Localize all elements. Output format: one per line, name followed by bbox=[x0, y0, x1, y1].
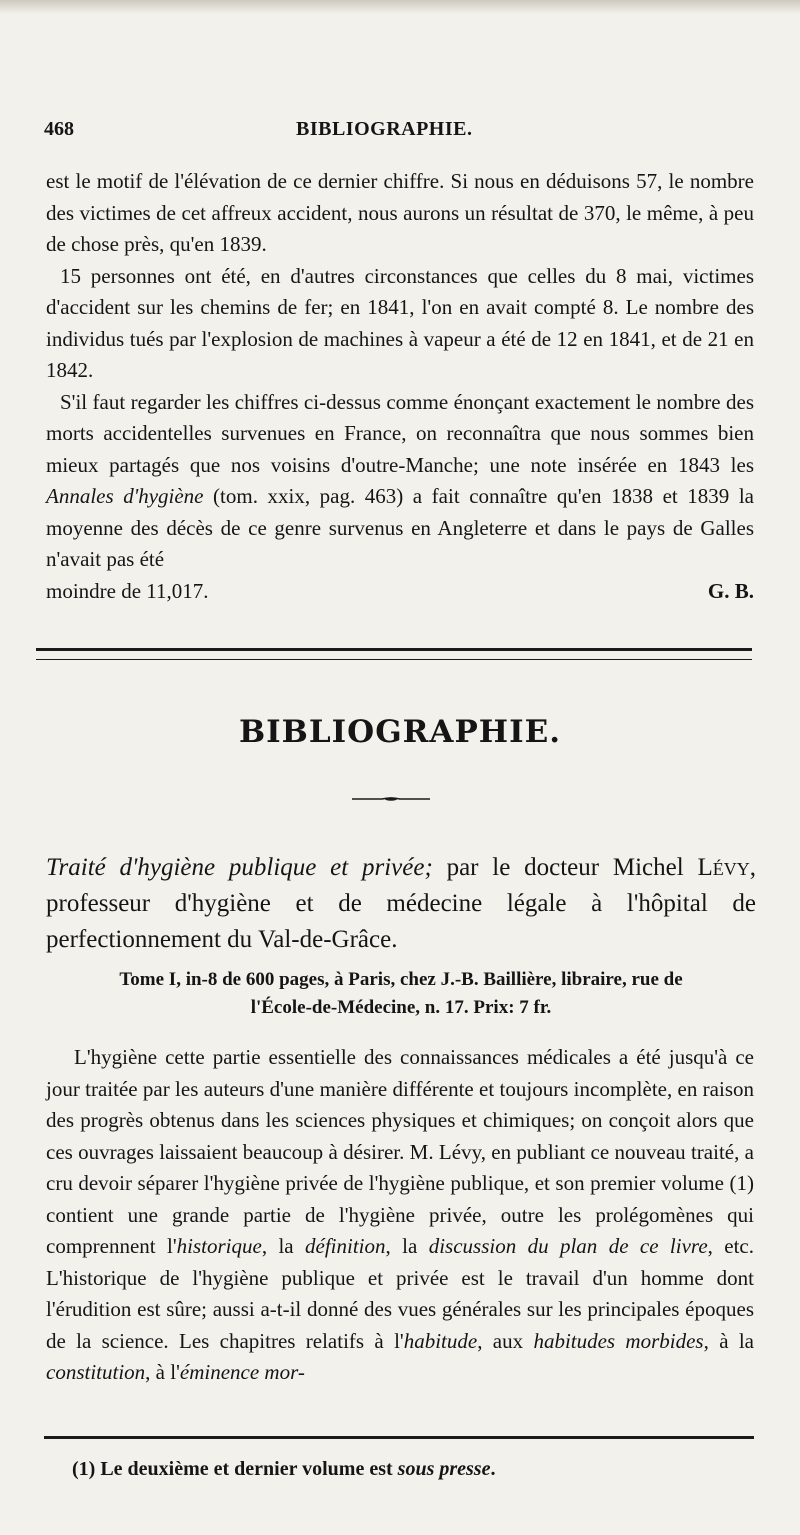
footnote-rule bbox=[44, 1436, 754, 1439]
review-paragraph: L'hygiène cette partie essentielle des connaissances médicales a été jusqu'à ce jour traitée par les auteurs d'une manière différente et toujours incomplète, en raison des progrès obtenus dans les sciences physiques et chimiques; on conçoit alors que ces ouvrages laissaient beaucoup à désirer. M. Lévy, en publiant ce nouveau traité, a cru devoir séparer l'hygiène privée de l'hygiène publique, et son premier volume (1) contient une grande partie de l'hygiène privée, outre les prolégomènes qui comprennent l'historique, la définition, la discussion du plan de ce livre, etc. L'historique de l'hygiène publique et privée est le travail d'un homme dont l'érudition est sûre; aussi a-t-il donné des vues générales sur les principales époques de la science. Les chapitres relatifs à l'habitude, aux habitudes morbides, à la constitution, à l'éminence mor- bbox=[46, 1045, 755, 1384]
book-title-block: Traité d'hygiène publique et privée; par le docteur Michel Lévy, professeur d'hygiène et de médecine légale à l'hôpital de perfectionnement du Val-de-Grâce. bbox=[46, 854, 756, 953]
paragraph-3: S'il faut regarder les chiffres ci-dessus comme énonçant exactement le nombre des morts accidentelles survenues en France, on reconnaîtra que nous sommes bien mieux partagés que nos voisins d'outre-Manche; une note insérée en 1843 les Annales d'hygiène (tom. xxix, pag. 463) a fait connaître qu'en 1838 et 1839 la moyenne des décès de ce genre survenus en Angleterre et dans le pays de Galles n'avait pas été bbox=[46, 389, 754, 571]
ornament-divider bbox=[352, 797, 430, 801]
running-header bbox=[0, 118, 800, 148]
publication-line-2: l'École-de-Médecine, n. 17. Prix: 7 fr. bbox=[250, 997, 552, 1018]
author-name: Lévy bbox=[697, 854, 750, 881]
footnote: (1) Le deuxième et dernier volume est sous presse. bbox=[72, 1458, 496, 1480]
section-heading: BIBLIOGRAPHIE. bbox=[238, 714, 562, 750]
book-review bbox=[46, 1042, 754, 1389]
page-number: 468 bbox=[44, 118, 74, 140]
book-publication-info bbox=[46, 966, 756, 1022]
publication-line-1: Tome I, in-8 de 600 pages, à Paris, chez J.-B. Baillière, libraire, rue de bbox=[119, 969, 683, 990]
running-title: BIBLIOGRAPHIE. bbox=[296, 118, 473, 140]
paragraph-2: 15 personnes ont été, en d'autres circonstances que celles du 8 mai, victimes d'accident sur les chemins de fer; en 1841, l'on en avait compté 8. Le nombre des individus tués par l'explosion de machines à vapeur a été de 12 en 1841, et de 21 en 1842. bbox=[46, 263, 754, 382]
journal-title: Annales d'hygiène bbox=[46, 484, 204, 508]
closing-line bbox=[46, 576, 754, 608]
scan-shadow bbox=[0, 0, 800, 14]
paragraph-1: est le motif de l'élévation de ce dernier chiffre. Si nous en déduisons 57, le nombre des victimes de cet affreux accident, nous aurons un résultat de 370, le même, à peu de chose près, qu'en 1839. bbox=[46, 169, 754, 256]
author-signature: G. B. bbox=[707, 578, 754, 603]
closing-text: moindre de 11,017. bbox=[46, 578, 209, 603]
footnote-marker: (1) bbox=[72, 1458, 96, 1480]
continued-article bbox=[46, 166, 754, 607]
book-title: Traité d'hygiène publique et privée; bbox=[46, 854, 433, 881]
section-divider bbox=[36, 648, 752, 660]
